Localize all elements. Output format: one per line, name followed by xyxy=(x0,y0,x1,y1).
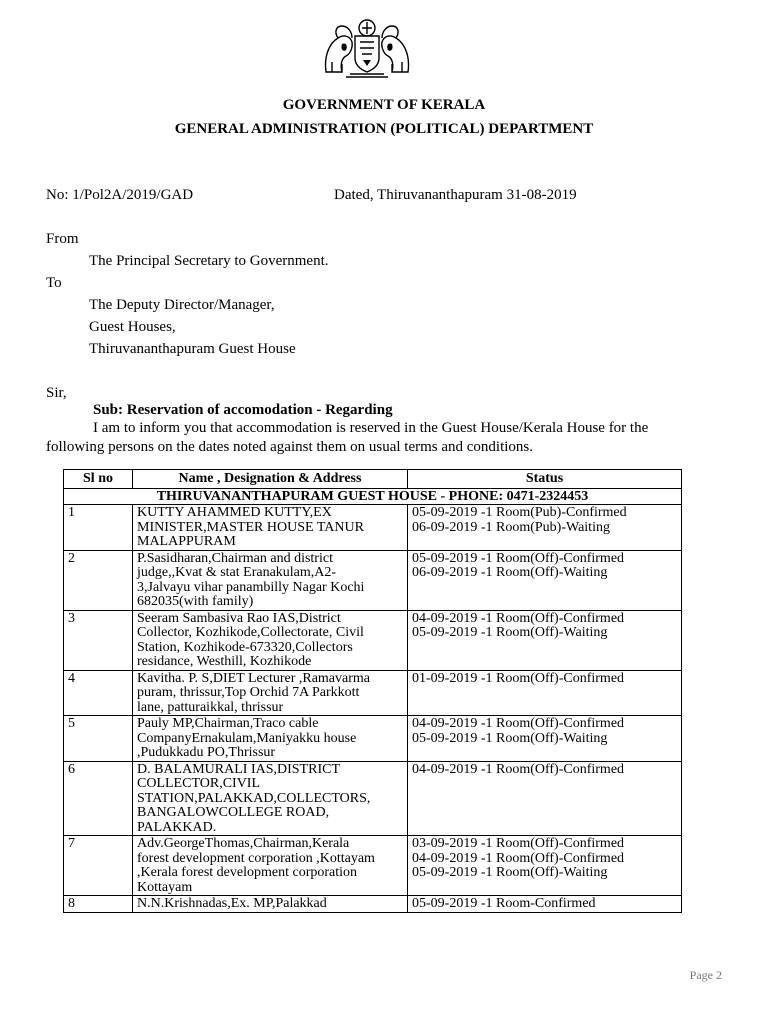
status-cell xyxy=(408,836,682,896)
status-line: 05-09-2019 -1 Room-Confirmed xyxy=(412,896,596,911)
name-address-line: lane, patturaikkal, thrissur xyxy=(137,699,284,715)
status-cell xyxy=(408,761,682,836)
status-line: 04-09-2019 -1 Room(Off)-Confirmed xyxy=(412,716,625,731)
subject-line: Sub: Reservation of accomodation - Regarding xyxy=(93,402,393,418)
column-header-status: Status xyxy=(408,470,682,489)
status-line: 05-09-2019 -1 Room(Off)-Waiting xyxy=(412,865,608,880)
table-row xyxy=(64,836,682,896)
name-address-line: 3,Jalvayu vihar panambilly Nagar Kochi xyxy=(137,579,365,595)
status-line: 04-09-2019 -1 Room(Off)-Confirmed xyxy=(412,761,625,777)
government-title: GOVERNMENT OF KERALA xyxy=(282,97,486,113)
sl-no-cell: 8 xyxy=(64,896,133,913)
status-cell xyxy=(408,670,682,716)
sl-no-cell: 1 xyxy=(64,505,133,551)
table-header-row xyxy=(64,470,682,489)
status-line: 01-09-2019 -1 Room(Off)-Confirmed xyxy=(412,670,625,686)
name-address-line: KUTTY AHAMMED KUTTY,EX xyxy=(137,505,332,520)
status-cell xyxy=(408,896,682,913)
status-line: 05-09-2019 -1 Room(Off)-Waiting xyxy=(412,625,608,640)
name-address-line: puram, thrissur,Top Orchid 7A Parkkott xyxy=(137,685,360,700)
name-address-line: Kottayam xyxy=(137,879,193,895)
name-address-line: STATION,PALAKKAD,COLLECTORS, xyxy=(137,790,371,806)
sl-no-cell: 6 xyxy=(64,761,133,836)
name-address-cell xyxy=(133,836,408,896)
sl-no-cell: 4 xyxy=(64,670,133,716)
name-address-line: Kavitha. P. S,DIET Lecturer ,Ramavarma xyxy=(137,670,371,686)
name-address-line: judge,,Kvat & stat Eranakulam,A2- xyxy=(137,565,337,580)
table-row xyxy=(64,505,682,551)
name-address-line: BANGALOWCOLLEGE ROAD, xyxy=(137,805,330,820)
name-address-line: forest development corporation ,Kottayam xyxy=(137,850,375,866)
name-address-line: PALAKKAD. xyxy=(137,819,217,835)
status-cell xyxy=(408,610,682,670)
column-header-name: Name , Designation & Address xyxy=(133,470,408,489)
body-text: following persons on the dates noted against them on usual terms and conditions. xyxy=(46,439,534,455)
page-number: Page 2 xyxy=(689,968,722,982)
table-row xyxy=(64,670,682,716)
name-address-cell xyxy=(133,896,408,913)
table-row xyxy=(64,550,682,610)
to-line: Thiruvananthapuram Guest House xyxy=(89,341,296,357)
sl-no-cell: 5 xyxy=(64,716,133,762)
name-address-line: Pauly MP,Chairman,Traco cable xyxy=(137,716,319,731)
name-address-line: residance, Westhill, Kozhikode xyxy=(137,654,312,669)
table-row xyxy=(64,716,682,762)
section-header-row xyxy=(64,488,682,505)
salutation: Sir, xyxy=(46,385,67,401)
name-address-line: ,Kerala forest development corporation xyxy=(137,865,358,880)
name-address-cell xyxy=(133,716,408,762)
name-address-line: 682035(with family) xyxy=(137,594,254,609)
name-address-line: Station, Kozhikode-673320,Collectors xyxy=(137,639,353,655)
from-label: From xyxy=(46,231,79,247)
to-line: Guest Houses, xyxy=(89,319,176,335)
guest-house-section-title: THIRUVANANTHAPURAM GUEST HOUSE - PHONE: 0471-2324453 xyxy=(64,488,682,505)
kerala-emblem-icon xyxy=(322,14,412,80)
name-address-line: MINISTER,MASTER HOUSE TANUR xyxy=(137,519,364,535)
name-address-cell xyxy=(133,610,408,670)
status-line: 05-09-2019 -1 Room(Pub)-Confirmed xyxy=(412,505,627,520)
name-address-line: P.Sasidharan,Chairman and district xyxy=(137,550,333,566)
name-address-line: Adv.GeorgeThomas,Chairman,Kerala xyxy=(137,836,350,851)
sl-no-cell: 2 xyxy=(64,550,133,610)
name-address-line: Collector, Kozhikode,Collectorate, Civil xyxy=(137,625,364,640)
department-title: GENERAL ADMINISTRATION (POLITICAL) DEPARTMENT xyxy=(174,121,594,137)
name-address-line: CompanyErnakulam,Maniyakku house xyxy=(137,730,357,746)
status-line: 05-09-2019 -1 Room(Off)-Confirmed xyxy=(412,550,625,566)
table-row xyxy=(64,896,682,913)
status-line: 04-09-2019 -1 Room(Off)-Confirmed xyxy=(412,610,625,626)
status-line: 04-09-2019 -1 Room(Off)-Confirmed xyxy=(412,850,625,866)
to-label: To xyxy=(46,275,62,291)
dated-line: Dated, Thiruvananthapuram 31-08-2019 xyxy=(334,187,577,203)
from-name: The Principal Secretary to Government. xyxy=(89,253,329,269)
name-address-cell xyxy=(133,761,408,836)
status-line: 05-09-2019 -1 Room(Off)-Waiting xyxy=(412,730,608,746)
table-row xyxy=(64,761,682,836)
to-line: The Deputy Director/Manager, xyxy=(89,297,275,313)
status-cell xyxy=(408,505,682,551)
status-cell xyxy=(408,716,682,762)
name-address-line: ,Pudukkadu PO,Thrissur xyxy=(137,745,276,760)
sl-no-cell: 3 xyxy=(64,610,133,670)
status-line: 06-09-2019 -1 Room(Pub)-Waiting xyxy=(412,519,610,535)
table-row xyxy=(64,610,682,670)
name-address-line: D. BALAMURALI IAS,DISTRICT xyxy=(137,761,340,777)
reference-number: No: 1/Pol2A/2019/GAD xyxy=(46,187,194,203)
name-address-line: MALAPPURAM xyxy=(137,534,236,549)
sl-no-cell: 7 xyxy=(64,836,133,896)
column-header-sl-no: Sl no xyxy=(64,470,133,489)
status-line: 03-09-2019 -1 Room(Off)-Confirmed xyxy=(412,836,625,851)
name-address-cell xyxy=(133,670,408,716)
status-cell xyxy=(408,550,682,610)
name-address-cell xyxy=(133,505,408,551)
name-address-cell xyxy=(133,550,408,610)
name-address-line: COLLECTOR,CIVIL xyxy=(137,776,261,791)
status-line: 06-09-2019 -1 Room(Off)-Waiting xyxy=(412,565,608,580)
reservation-table xyxy=(63,469,682,913)
name-address-line: N.N.Krishnadas,Ex. MP,Palakkad xyxy=(137,896,327,911)
body-text: I am to inform you that accommodation is reserved in the Guest House/Kerala House for the xyxy=(93,420,649,436)
name-address-line: Seeram Sambasiva Rao IAS,District xyxy=(137,610,341,626)
